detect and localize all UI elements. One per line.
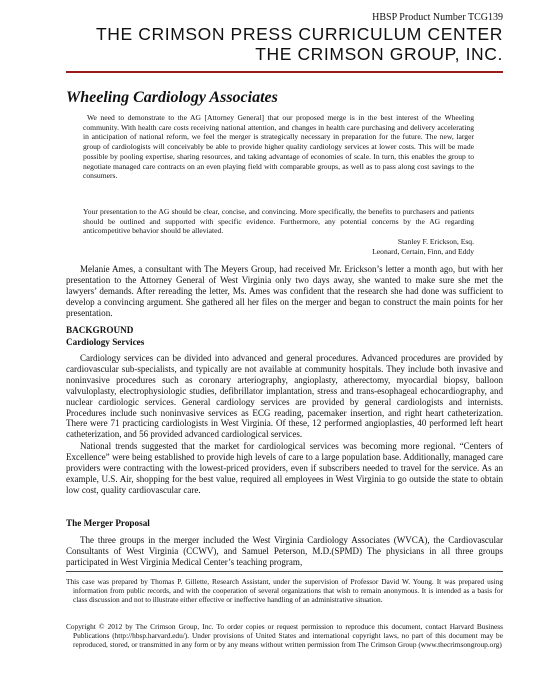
letter-paragraph-1: We need to demonstrate to the AG [Attorney General] that our proposed merge is in the best interest of the Wheeling community. With health care costs receiving national attention, and changes in health care purchasing and delivery accelerating in anticipation of national reform, we feel the merger is strategically necessary in preparation for the future. The new, larger group of cardiologists will conceivably be able to provide higher quality cardiology services at lower costs. This will be made possible by pooling expertise, sharing resources, and taking advantage of economies of scale. In turn, this enables the group to negotiate managed care contracts on an even playing field with comparable groups, as well as to pass along cost savings to the consumers. [83, 113, 474, 181]
case-title: Wheeling Cardiology Associates [66, 89, 278, 106]
footer-note-case: This case was prepared by Thomas P. Gillette, Research Assistant, under the supervision of Professor David W. Young. It was prepared using information from public records, and with the cooperation of several organizations that wish to remain anonymous. It is intended as a basis for class discussion and not to illustrate either effective or ineffective handling of an administrative situation. [66, 577, 503, 605]
header-line-1: THE CRIMSON PRESS CURRICULUM CENTER [96, 24, 503, 44]
cardiology-paragraph-1: Cardiology services can be divided into advanced and general procedures. Advanced procedures are provided by cardiovascular sub-specialists, and typically are not available at community hospitals. They include both invasive and noninvasive procedures such as coronary arteriography, angioplasty, atherectomy, myocardial biopsy, balloon valvuloplasty, electrophysiologic studies, defibrillator implantation, stress and trans-esophageal echocardiography, and nuclear cardiologic services. General cardiology services are provided by general cardiologists and internists. Procedures include such noninvasive services as ECG reading, pacemaker insertion, and right heart catheterization. There were 71 practicing cardiologists in West Virginia. Of these, 12 performed angioplasties, 40 performed left heart catheterization, and 56 provided advanced cardiological services. [66, 353, 503, 440]
letter-signature-firm: Leonard, Certain, Finn, and Eddy [372, 247, 474, 256]
footer-rule [66, 571, 503, 572]
header-line-2: THE CRIMSON GROUP, INC. [255, 44, 503, 64]
header-rule [66, 71, 503, 73]
section-heading-background: BACKGROUND [66, 325, 134, 335]
cardiology-paragraph-2: National trends suggested that the market for cardiological services was becoming more regional. “Centers of Excellence” were being established to provide high levels of care to a large population base. Additionally, managed care providers were contracting with the lowest-priced providers, even if subscribers needed to travel for the service. As an example, U.S. Air, shopping for the best value, required all employees in West Virginia to go outside the state to obtain low cost, quality cardiovascular care. [66, 441, 503, 495]
letter-signature-name: Stanley F. Erickson, Esq. [397, 237, 474, 246]
product-number: HBSP Product Number TCG139 [372, 12, 503, 23]
letter-paragraph-2: Your presentation to the AG should be clear, concise, and convincing. More specifically, the benefits to purchasers and patients should be outlined and supported with specific evidence. Furthermore, any potential concerns by the AG regarding anticompetitive behavior should be alleviated. [83, 207, 474, 236]
subheading-merger-proposal: The Merger Proposal [66, 518, 150, 528]
footer-note-copyright: Copyright © 2012 by The Crimson Group, Inc. To order copies or request permission to reproduce this document, contact Harvard Business Publications (http://hbsp.harvard.edu/). Under provisions of United States and international copyright laws, no part of this document may be reproduced, stored, or transmitted in any form or by any means without written permission from The Crimson Group (www.thecrimsongroup.org) [66, 622, 503, 650]
subheading-cardiology-services: Cardiology Services [66, 337, 145, 347]
merger-paragraph-1: The three groups in the merger included the West Virginia Cardiology Associates (WVCA), the Cardiovascular Consultants of West Virginia (CCWV), and Samuel Peterson, M.D.(SPMD) The physicians in all three groups participated in West Virginia Medical Center’s teaching program, [66, 535, 503, 567]
intro-paragraph: Melanie Ames, a consultant with The Meyers Group, had received Mr. Erickson’s letter a month ago, but with her presentation to the Attorney General of West Virginia only two days away, she wanted to make sure she met the lawyers’ demands. After rereading the letter, Ms. Ames was confident that the research she had done was sufficient to develop a convincing argument. She gathered all her files on the merger and began to construct the main points for her presentation. [66, 264, 503, 318]
